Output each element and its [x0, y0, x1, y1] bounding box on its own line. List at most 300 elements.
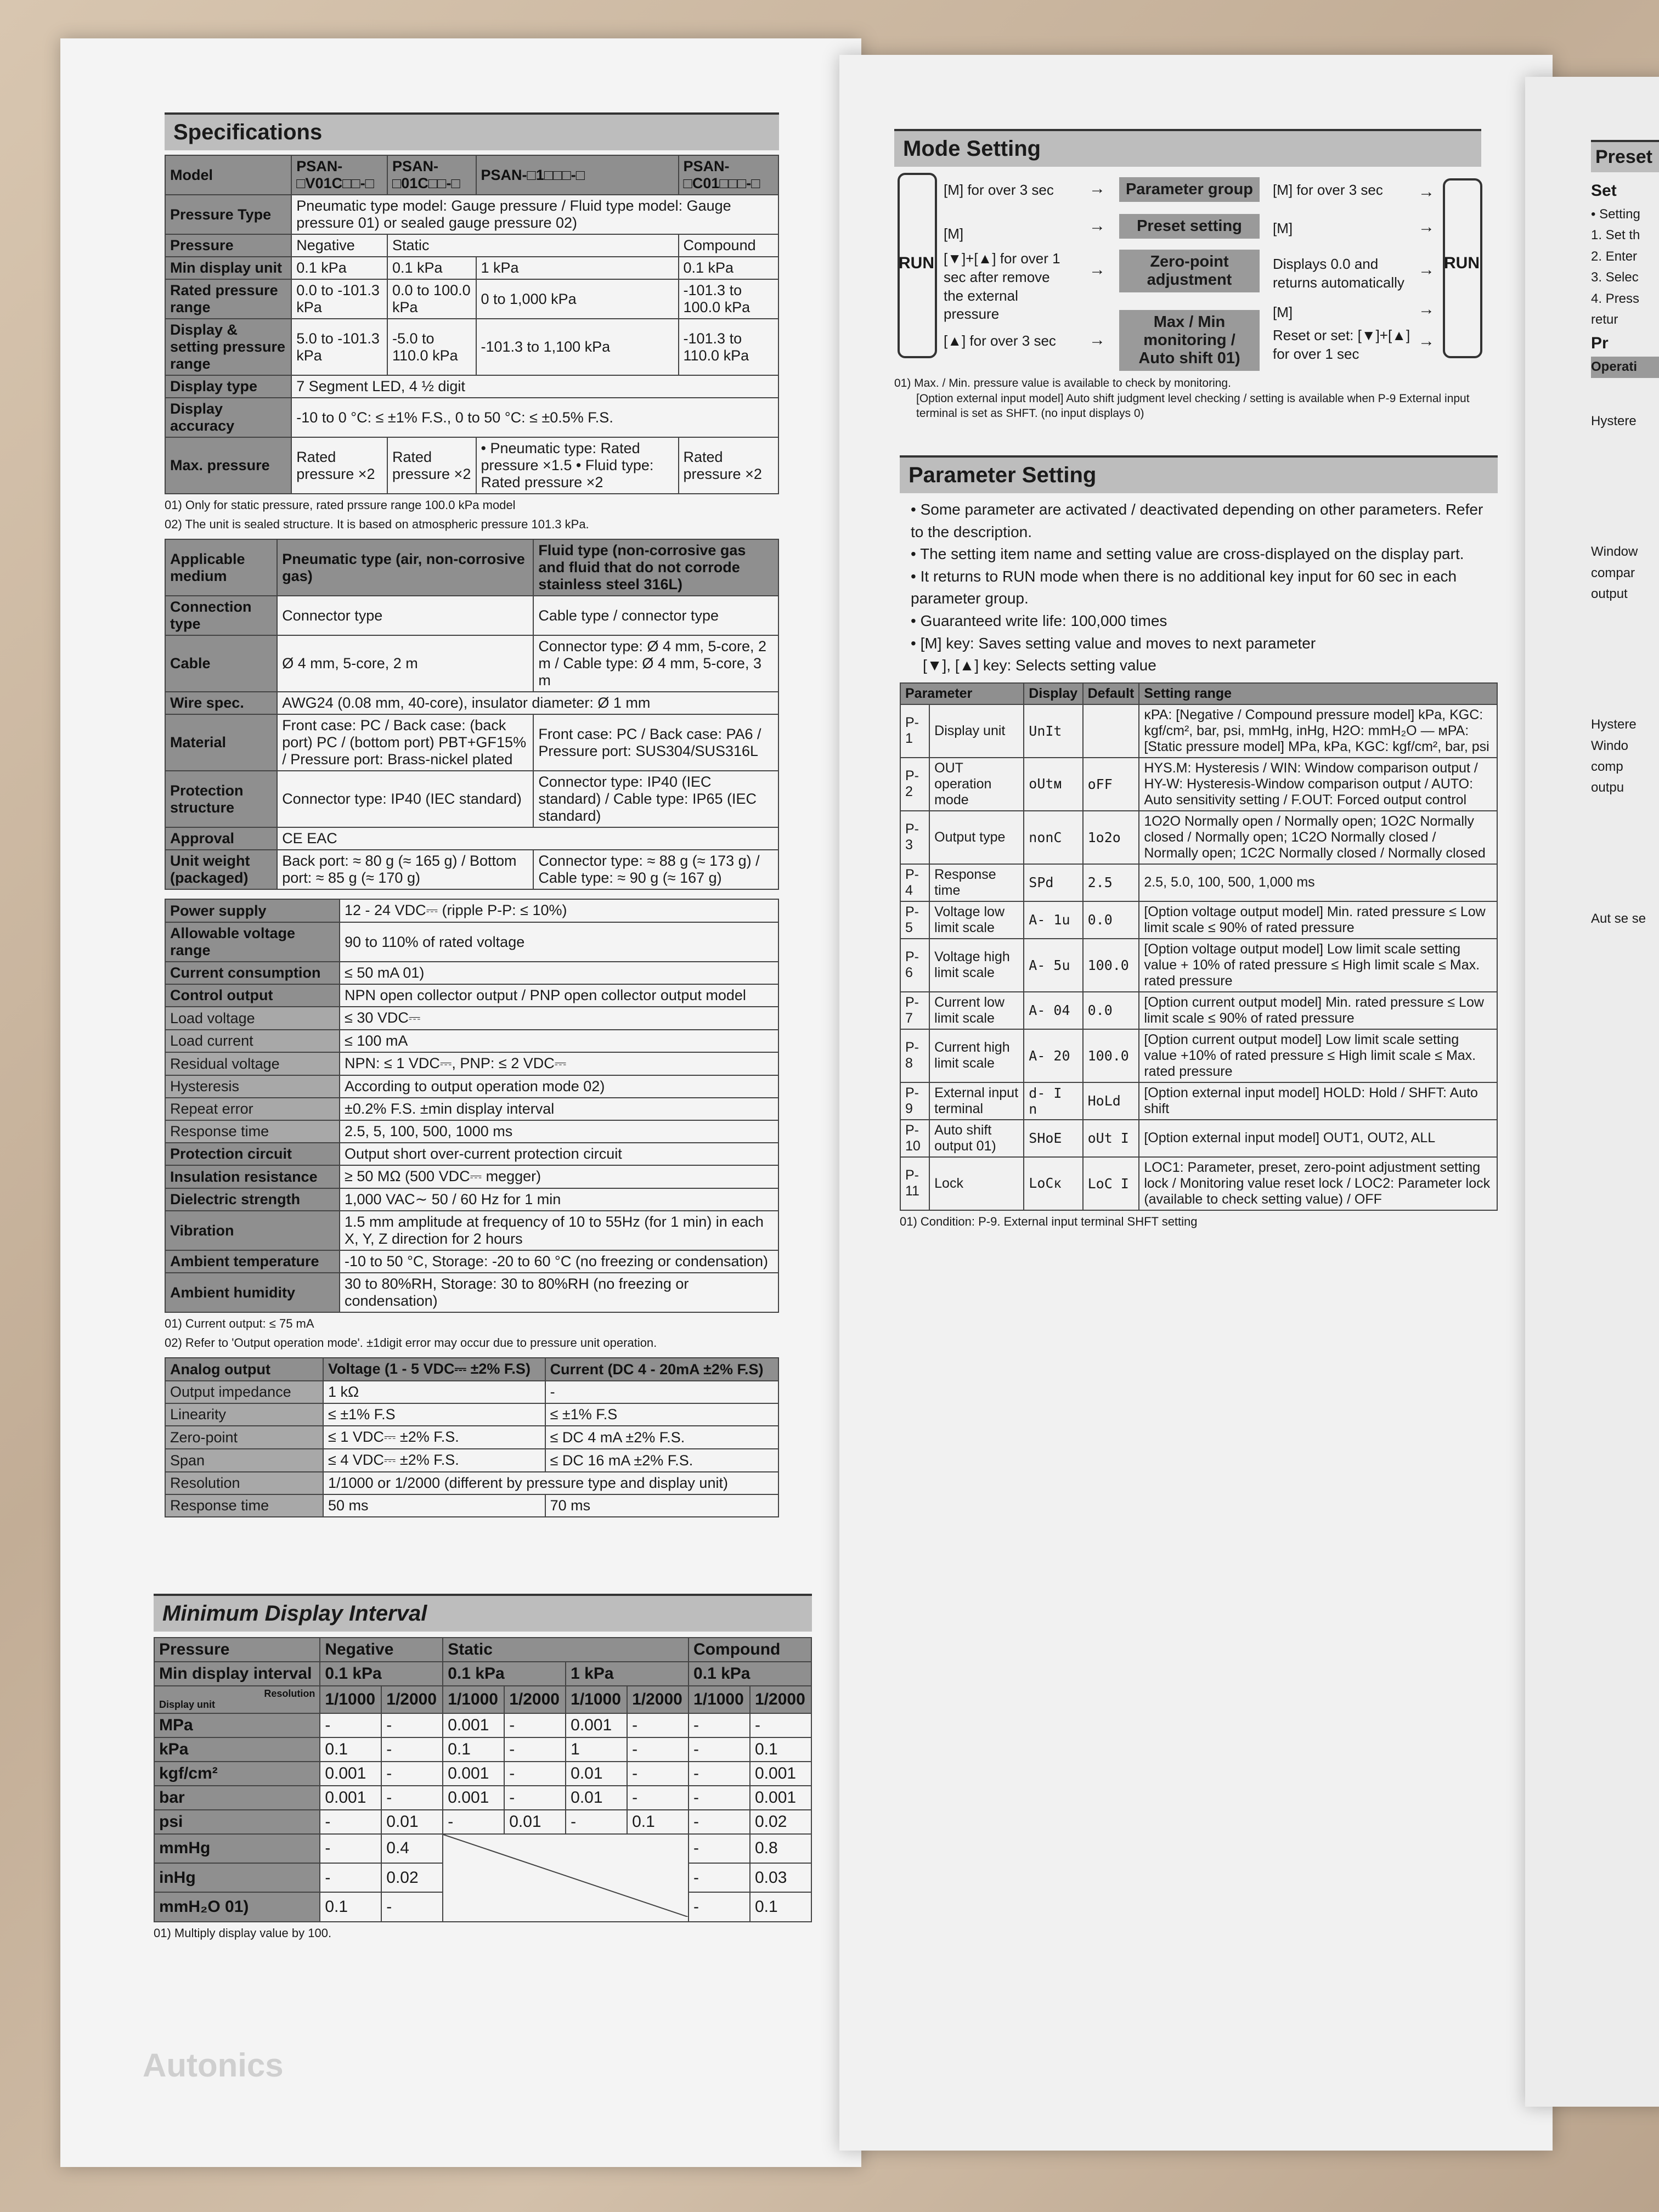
cell: ≤ 100 mA [340, 1030, 778, 1052]
cell: Connector type: Ø 4 mm, 5-core, 2 m / Cable type: Ø 4 mm, 5-core, 3 m [533, 635, 778, 692]
cell: 0.02 [750, 1810, 811, 1834]
cell: - [320, 1863, 381, 1892]
cell: Rated pressure ×2 [679, 437, 778, 494]
cell: -101.3 to 110.0 kPa [679, 319, 778, 375]
cell: 1 kPa [476, 257, 679, 279]
cell: 1,000 VAC∼ 50 / 60 Hz for 1 min [340, 1188, 778, 1211]
cell: - [443, 1810, 504, 1834]
cell: MPa [154, 1713, 320, 1737]
cell: Cable type / connector type [533, 596, 778, 635]
cell: - [750, 1713, 811, 1737]
cell: - [504, 1713, 566, 1737]
cell: Repeat error [165, 1098, 340, 1120]
cell: -5.0 to 110.0 kPa [387, 319, 476, 375]
cell: d- I n [1024, 1082, 1082, 1120]
cell: 12 - 24 VDC⎓ (ripple P-P: ≤ 10%) [340, 899, 778, 922]
cell: Pressure Type [165, 195, 291, 234]
mode-left-item: [▼]+[▲] for over 1 sec after remove the external pressure [944, 250, 1060, 323]
mode-right-item: Reset or set: [▼]+[▲] for over 1 sec [1273, 327, 1410, 362]
cell: Fluid type (non-corrosive gas and fluid that do not corrode stainless steel 316L) [533, 539, 778, 596]
run-label-right: RUN [1444, 254, 1480, 272]
mode-left-item: [M] for over 3 sec [944, 182, 1054, 198]
cell: 0.0 to -101.3 kPa [291, 279, 387, 319]
cell: Parameter [900, 683, 1024, 704]
cell: 0.1 [443, 1737, 504, 1762]
cell: 0.001 [443, 1762, 504, 1786]
cell: 1/2000 [750, 1686, 811, 1713]
cell: P-2 [900, 758, 929, 811]
table-row [165, 899, 778, 922]
table-row [165, 319, 778, 375]
cell: 0.0 to 100.0 kPa [387, 279, 476, 319]
cell: P-11 [900, 1157, 929, 1210]
table-row [154, 1834, 811, 1863]
cell: 0.1 kPa [689, 1662, 811, 1686]
cell: 0.03 [750, 1863, 811, 1892]
cell: mmHg [154, 1834, 320, 1863]
cell: - [381, 1713, 443, 1737]
cell: [Option voltage output model] Low limit scale setting value + 10% of rated pressure ≤ High limit scale ≤ Max. rated pressure [1139, 939, 1497, 992]
cell: A- 1u [1024, 901, 1082, 939]
cell: Back port: ≈ 80 g (≈ 165 g) / Bottom port: ≈ 85 g (≈ 170 g) [277, 850, 533, 889]
table-row [165, 1007, 778, 1030]
cell: Connector type: IP40 (IEC standard) / Cable type: IP65 (IEC standard) [533, 771, 778, 827]
cell: 0.1 [320, 1892, 381, 1921]
bullet-text: [▼], [▲] key: Selects setting value [923, 657, 1156, 674]
cell: CE EAC [277, 827, 778, 850]
cell: 0.0 [1083, 992, 1139, 1029]
table-row [165, 1403, 778, 1426]
cell: 1/1000 [566, 1686, 627, 1713]
cell: A- 04 [1024, 992, 1082, 1029]
cell: 5.0 to -101.3 kPa [291, 319, 387, 375]
cell: ≤ DC 4 mA ±2% F.S. [545, 1426, 778, 1449]
line: retur [1591, 312, 1618, 327]
cell: External input terminal [929, 1082, 1024, 1120]
cell: - [320, 1834, 381, 1863]
cell: Residual voltage [165, 1052, 340, 1075]
cell: - [627, 1786, 689, 1810]
cell: 1 kΩ [323, 1381, 545, 1403]
cell: Negative [291, 234, 387, 257]
cell: Lock [929, 1157, 1024, 1210]
zero-point-tag: Zero-point adjustment [1119, 250, 1260, 292]
parameter-table [900, 682, 1498, 1211]
table-row [165, 1098, 778, 1120]
cell: Insulation resistance [165, 1165, 340, 1188]
cell: P-4 [900, 864, 929, 901]
cell: - [381, 1892, 443, 1921]
table-row [900, 864, 1497, 901]
cell: Max. pressure [165, 437, 291, 494]
run-label-left: RUN [899, 254, 934, 272]
table-row [154, 1638, 811, 1662]
bullet-item: • The setting item name and setting value are cross-displayed on the display part. [911, 545, 1464, 563]
table-row [154, 1737, 811, 1762]
line: Hystere [1591, 413, 1637, 428]
display-unit-label: Display unit [159, 1699, 216, 1710]
analog-table [165, 1357, 779, 1517]
arrow-right-icon: → [1418, 183, 1435, 201]
cell: Connector type: ≈ 88 g (≈ 173 g) / Cable type: ≈ 90 g (≈ 167 g) [533, 850, 778, 889]
cell: P-5 [900, 901, 929, 939]
line: Pr [1591, 334, 1609, 353]
cell: NPN open collector output / PNP open collector output model [340, 984, 778, 1007]
cell: Protection structure [165, 771, 277, 827]
cell: Output type [929, 811, 1024, 864]
table-row [165, 635, 778, 692]
table-row [900, 992, 1497, 1029]
cell: P-7 [900, 992, 929, 1029]
mode-right-item: [M] for over 3 sec [1273, 182, 1383, 198]
cell: SHoE [1024, 1120, 1082, 1157]
max-min-tag: Max / Min monitoring / Auto shift 01) [1119, 310, 1260, 371]
table-row [165, 922, 778, 962]
cell: - [627, 1713, 689, 1737]
cell: Load voltage [165, 1007, 340, 1030]
cell: Response time [165, 1120, 340, 1143]
cell: Min display unit [165, 257, 291, 279]
cell: 2.5, 5, 100, 500, 1000 ms [340, 1120, 778, 1143]
table-row [165, 596, 778, 635]
cell: Negative [320, 1638, 443, 1662]
table-row [165, 539, 778, 596]
bullet-text: It returns to RUN mode when there is no additional key input for 60 sec in each parameter group. [911, 567, 1457, 607]
cell: bar [154, 1786, 320, 1810]
cell: 1O2O Normally open / Normally open; 1O2C Normally closed / Normally open; 1C2O Normally closed / Normally open; 1C2C Normally closed / Normally closed [1139, 811, 1497, 864]
table-row [900, 704, 1497, 758]
table-row [165, 1426, 778, 1449]
cell: Setting range [1139, 683, 1497, 704]
cell: - [504, 1737, 566, 1762]
cell: AWG24 (0.08 mm, 40-core), insulator diameter: Ø 1 mm [277, 692, 778, 714]
cell: - [566, 1810, 627, 1834]
min-display-section [154, 1594, 812, 1941]
spec-note: 02) The unit is sealed structure. It is based on atmospheric pressure 101.3 kPa. [165, 517, 589, 531]
bullet-item [911, 654, 1498, 677]
table-row [165, 437, 778, 494]
cell: Ambient humidity [165, 1273, 340, 1312]
cell: P-6 [900, 939, 929, 992]
cell: 0.01 [566, 1762, 627, 1786]
table-row [900, 811, 1497, 864]
cell: Connector type: IP40 (IEC standard) [277, 771, 533, 827]
cell: LOC1: Parameter, preset, zero-point adjustment setting lock / Monitoring value reset lock / LOC2: Parameter lock (available to check setting value) / OFF [1139, 1157, 1497, 1210]
cell: 0.001 [750, 1786, 811, 1810]
cell: Linearity [165, 1403, 323, 1426]
table-row [900, 758, 1497, 811]
table-row [154, 1662, 811, 1686]
cell: 0.02 [381, 1863, 443, 1892]
cell: [Option external input model] HOLD: Hold / SHFT: Auto shift [1139, 1082, 1497, 1120]
line: 4. Press [1591, 291, 1640, 306]
cell: PSAN-□01C□□-□ [387, 155, 476, 195]
cell: 0.1 [750, 1892, 811, 1921]
cell: 0.01 [504, 1810, 566, 1834]
cell: - [689, 1892, 750, 1921]
cell: 0.001 [320, 1762, 381, 1786]
cell: 0.8 [750, 1834, 811, 1863]
cell: 0.1 kPa [291, 257, 387, 279]
cell: A- 20 [1024, 1029, 1082, 1082]
cell: - [689, 1762, 750, 1786]
cell: kPa [154, 1737, 320, 1762]
table-row [154, 1686, 811, 1713]
line: 1. Set th [1591, 228, 1640, 243]
cell: Current (DC 4 - 20mA ±2% F.S) [545, 1358, 778, 1381]
cell: Voltage high limit scale [929, 939, 1024, 992]
cell: kgf/cm² [154, 1762, 320, 1786]
parameter-setting-section [900, 455, 1498, 1229]
cell: HoLd [1083, 1082, 1139, 1120]
cell: Response time [929, 864, 1024, 901]
cell: 0.01 [566, 1786, 627, 1810]
cell: 0.1 kPa [387, 257, 476, 279]
table-row [165, 1030, 778, 1052]
cell: Connector type [277, 596, 533, 635]
cell: 1 kPa [566, 1662, 689, 1686]
cell: 0.1 [320, 1737, 381, 1762]
cell: 0.01 [381, 1810, 443, 1834]
cell: A- 5u [1024, 939, 1082, 992]
cell: PSAN-□C01□□□-□ [679, 155, 778, 195]
table-row [900, 1082, 1497, 1120]
cell: - [689, 1713, 750, 1737]
arrow-right-icon: → [1418, 300, 1435, 318]
cell: - [504, 1762, 566, 1786]
table-row [165, 1449, 778, 1472]
table-row [165, 714, 778, 771]
cell: Pressure [154, 1638, 320, 1662]
min-display-table [154, 1637, 812, 1922]
mode-left-item: [M] [944, 225, 964, 242]
table-row [165, 962, 778, 984]
min-display-note: 01) Multiply display value by 100. [154, 1926, 332, 1940]
cell: Cable [165, 635, 277, 692]
cell: Rated pressure range [165, 279, 291, 319]
bullet-item: • [M] key: Saves setting value and moves to next parameter [911, 634, 1316, 652]
table-row [900, 901, 1497, 939]
cell: Model [165, 155, 291, 195]
table-row [900, 1120, 1497, 1157]
mode-right-item: Displays 0.0 and returns automatically [1273, 256, 1404, 291]
cell: 1/1000 [443, 1686, 504, 1713]
cell: 7 Segment LED, 4 ½ digit [291, 375, 778, 398]
cell: Approval [165, 827, 277, 850]
cell: ≥ 50 MΩ (500 VDC⎓ megger) [340, 1165, 778, 1188]
electrical-table [165, 899, 779, 1313]
cell: • Pneumatic type: Rated pressure ×1.5 • Fluid type: Rated pressure ×2 [476, 437, 679, 494]
cell: 70 ms [545, 1494, 778, 1517]
cell: Control output [165, 984, 340, 1007]
line: Set [1591, 182, 1617, 200]
cell: -10 to 50 °C, Storage: -20 to 60 °C (no freezing or condensation) [340, 1250, 778, 1273]
preset-setting-tag: Preset setting [1119, 214, 1260, 239]
cell: 100.0 [1083, 939, 1139, 992]
cell: Analog output [165, 1358, 323, 1381]
mode-right-item: [M] [1273, 220, 1293, 236]
cell: nonC [1024, 811, 1082, 864]
cell: Ø 4 mm, 5-core, 2 m [277, 635, 533, 692]
table-row [154, 1762, 811, 1786]
table-row [165, 279, 778, 319]
cell: - [381, 1786, 443, 1810]
cell: 1/1000 [689, 1686, 750, 1713]
arrow-right-icon: → [1418, 332, 1435, 350]
cell: 0.4 [381, 1834, 443, 1863]
mode-setting-title: Mode Setting [894, 129, 1481, 167]
cell: Span [165, 1449, 323, 1472]
spec-table [165, 155, 779, 494]
cell: Front case: PC / Back case: PA6 / Pressure port: SUS304/SUS316L [533, 714, 778, 771]
cell: Protection circuit [165, 1143, 340, 1165]
cell: [Option current output model] Low limit scale setting value +10% of rated pressure ≤ High limit scale ≤ Max. rated pressure [1139, 1029, 1497, 1082]
table-row [165, 1188, 778, 1211]
cell: - [545, 1381, 778, 1403]
cell: 2.5 [1083, 864, 1139, 901]
model-row [165, 155, 778, 195]
specifications-title: Specifications [165, 112, 779, 150]
cell: ᴋPA: [Negative / Compound pressure model] kPa, KGC: kgf/cm², bar, psi, mmHg, inHg, H2O: mmH₂O — ᴍPA: [Static pressure model] MPa, kPa, KGC: kgf/cm², bar, psi [1139, 704, 1497, 758]
cell: Response time [165, 1494, 323, 1517]
arrow-right-icon: → [1089, 331, 1105, 349]
bullet-text: [M] key: Saves setting value and moves to next parameter [920, 634, 1316, 652]
table-row [165, 1273, 778, 1312]
specifications-section [165, 112, 779, 1517]
spec-note: 01) Only for static pressure, rated prssure range 100.0 kPa model [165, 498, 516, 512]
cell: 90 to 110% of rated voltage [340, 922, 778, 962]
table-row [165, 1358, 778, 1381]
cell: 1/1000 [320, 1686, 381, 1713]
cell: SPd [1024, 864, 1082, 901]
bullet-list [911, 499, 1498, 677]
bullet-item: • Guaranteed write life: 100,000 times [911, 612, 1167, 629]
cell: Load current [165, 1030, 340, 1052]
cell: Display [1024, 683, 1082, 704]
cell: -101.3 to 1,100 kPa [476, 319, 679, 375]
cell: [Option external input model] OUT1, OUT2, ALL [1139, 1120, 1497, 1157]
cell: Default [1083, 683, 1139, 704]
cell: LoC I [1083, 1157, 1139, 1210]
cell: Zero-point [165, 1426, 323, 1449]
cell: Current high limit scale [929, 1029, 1024, 1082]
medium-table [165, 539, 779, 890]
cell: ≤ 30 VDC⎓ [340, 1007, 778, 1030]
cell: 100.0 [1083, 1029, 1139, 1082]
cell: 0.1 [750, 1737, 811, 1762]
cell: Unit weight (packaged) [165, 850, 277, 889]
cell: 1/2000 [504, 1686, 566, 1713]
table-row [165, 195, 778, 234]
cell: - [320, 1713, 381, 1737]
cell: 0.001 [566, 1713, 627, 1737]
cell: 0.1 kPa [443, 1662, 566, 1686]
line: Operati [1591, 357, 1659, 377]
cell: 1o2o [1083, 811, 1139, 864]
cell: P-8 [900, 1029, 929, 1082]
cell: - [627, 1762, 689, 1786]
cell: - [689, 1810, 750, 1834]
table-row [165, 771, 778, 827]
arrow-right-icon: → [1089, 179, 1105, 198]
mode-right-item: [M] [1273, 304, 1293, 320]
cell: Output short over-current protection circuit [340, 1143, 778, 1165]
cell: ±0.2% F.S. ±min display interval [340, 1098, 778, 1120]
cell: ≤ ±1% F.S [323, 1403, 545, 1426]
cell: P-9 [900, 1082, 929, 1120]
cell: inHg [154, 1863, 320, 1892]
cell: mmH₂O 01) [154, 1892, 320, 1921]
arrow-right-icon: → [1418, 218, 1435, 236]
cell: - [320, 1810, 381, 1834]
cell: 0.001 [443, 1786, 504, 1810]
line: • Setting [1591, 207, 1640, 222]
cell: Applicable medium [165, 539, 277, 596]
bullet-text: Guaranteed write life: 100,000 times [920, 612, 1167, 629]
table-row [165, 1052, 778, 1075]
table-row [165, 1381, 778, 1403]
cell: Current consumption [165, 962, 340, 984]
cell: 0.001 [320, 1786, 381, 1810]
table-row [165, 692, 778, 714]
cell: 2.5, 5.0, 100, 500, 1,000 ms [1139, 864, 1497, 901]
cell: Power supply [165, 899, 340, 922]
cell: ≤ 1 VDC⎓ ±2% F.S. [323, 1426, 545, 1449]
cell: OUT operation mode [929, 758, 1024, 811]
cell: Display unit [929, 704, 1024, 758]
table-row [165, 257, 778, 279]
cell: 30 to 80%RH, Storage: 30 to 80%RH (no freezing or condensation) [340, 1273, 778, 1312]
mode-left-item: [▲] for over 3 sec [944, 332, 1056, 349]
cell: Voltage low limit scale [929, 901, 1024, 939]
cell: Front case: PC / Back case: (back port) PC / (bottom port) PBT+GF15% / Pressure port: Brass-nickel plated [277, 714, 533, 771]
cell: 1.5 mm amplitude at frequency of 10 to 55Hz (for 1 min) in each X, Y, Z direction for 2 hours [340, 1211, 778, 1250]
cell: 0.001 [750, 1762, 811, 1786]
cell: Min display interval [154, 1662, 320, 1686]
cell: Material [165, 714, 277, 771]
cell: 0.1 kPa [320, 1662, 443, 1686]
cell: Dielectric strength [165, 1188, 340, 1211]
cell: Voltage (1 - 5 VDC⎓ ±2% F.S) [323, 1358, 545, 1381]
cell: HYS.M: Hysteresis / WIN: Window comparison output / HY-W: Hysteresis-Window comparison output / AUTO: Auto sensitivity setting / F.OUT: Forced output control [1139, 758, 1497, 811]
table-row [154, 1786, 811, 1810]
table-row [154, 1810, 811, 1834]
cell: 0.1 kPa [679, 257, 778, 279]
electrical-note: 01) Current output: ≤ 75 mA [165, 1317, 314, 1331]
cell: ≤ DC 16 mA ±2% F.S. [545, 1449, 778, 1472]
bullet-item: • Some parameter are activated / deactivated depending on other parameters. Refer to the description. [911, 501, 1483, 540]
table-row [165, 1211, 778, 1250]
table-row [165, 375, 778, 398]
table-row [165, 827, 778, 850]
far-right-column [1591, 140, 1659, 929]
cell: - [689, 1786, 750, 1810]
cell: Pressure [165, 234, 291, 257]
table-row [165, 234, 778, 257]
parameter-setting-title: Parameter Setting [900, 455, 1498, 493]
cell: 1 [566, 1737, 627, 1762]
table-row [165, 984, 778, 1007]
mode-note: [Option external input model] Auto shift judgment level checking / setting is available when P-9 External input terminal is set as SHFT. (no input displays 0) [916, 392, 1470, 420]
table-row [165, 1143, 778, 1165]
cell: - [504, 1786, 566, 1810]
bullet-text: Some parameter are activated / deactivated depending on other parameters. Refer to the description. [911, 501, 1483, 540]
diagonal-line [443, 1835, 688, 1917]
cell: 50 ms [323, 1494, 545, 1517]
cell: oUt I [1083, 1120, 1139, 1157]
preset-title: Preset [1591, 140, 1659, 172]
cell: Ambient temperature [165, 1250, 340, 1273]
